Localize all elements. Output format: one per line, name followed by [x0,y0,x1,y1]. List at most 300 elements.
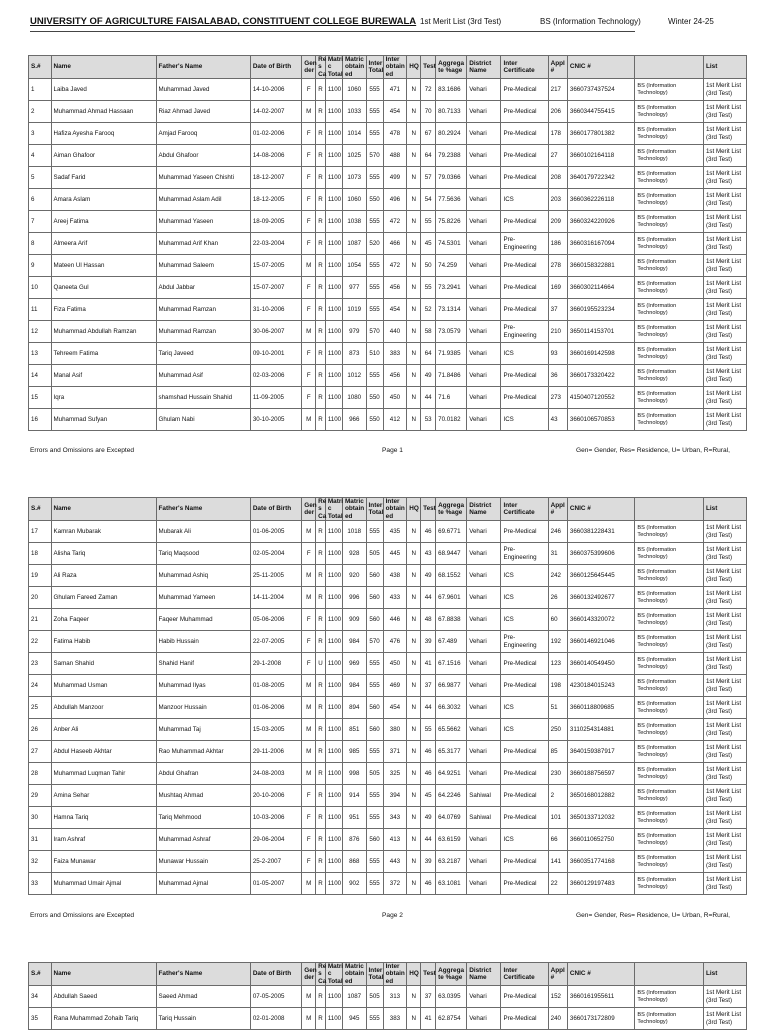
table-cell: BS (Information Technology) [635,299,704,321]
table-cell: 66.3032 [436,697,467,719]
table-cell: 555 [366,277,383,299]
table-cell: 25 [29,697,52,719]
table-cell: 1st Merit List (3rd Test) [703,343,746,365]
table-cell: Vehari [467,763,501,785]
table-cell: R [316,277,326,299]
table-cell: Tariq Hussain [156,1008,250,1030]
table-cell: 65.5662 [436,719,467,741]
table-cell: R [316,986,326,1008]
table-cell: 3660177801382 [567,123,635,145]
table-cell: F [302,543,316,565]
table-cell: Vehari [467,343,501,365]
table-cell: BS (Information Technology) [635,101,704,123]
table-cell: BS (Information Technology) [635,167,704,189]
page-footer [30,912,750,922]
table-cell: R [316,763,326,785]
table-cell: 555 [366,807,383,829]
table-cell: Mateen Ul Hassan [51,255,156,277]
column-header: Gen der [302,498,316,521]
table-cell: Pre-Medical [501,277,548,299]
table-cell: Pre-Engineering [501,631,548,653]
table-cell: 15-07-2005 [250,255,301,277]
table-cell: ICS [501,409,548,431]
table-cell: 1st Merit List (3rd Test) [703,365,746,387]
table-cell: 46 [421,763,436,785]
column-header: Inter Total [366,56,383,79]
table-cell: Riaz Ahmad Javed [156,101,250,123]
column-header: Date of Birth [250,963,301,986]
table-cell: Amina Sehar [51,785,156,807]
table-cell: R [316,697,326,719]
table-cell: 2 [29,101,52,123]
table-cell: 1100 [325,631,342,653]
table-cell: 3660110652750 [567,829,635,851]
table-cell: 1100 [325,587,342,609]
table-cell: 1100 [325,565,342,587]
table-cell: N [407,189,421,211]
column-header: Name [51,56,156,79]
table-cell: 1100 [325,145,342,167]
table-cell: R [316,1008,326,1030]
table-cell: 71.6 [436,387,467,409]
column-header: Test [421,56,436,79]
table-cell: 3660125645445 [567,565,635,587]
table-cell: Vehari [467,189,501,211]
table-cell: F [302,145,316,167]
table-cell: Pre-Engineering [501,233,548,255]
column-header: CNIC # [567,498,635,521]
table-cell: 1100 [325,829,342,851]
table-cell: N [407,123,421,145]
table-cell: 1100 [325,785,342,807]
table-cell: 3660381228431 [567,521,635,543]
table-cell: Tehreem Fatima [51,343,156,365]
table-cell: Tariq Javeed [156,343,250,365]
table-cell: 44 [421,387,436,409]
table-cell: 20-10-2006 [250,785,301,807]
table-cell: 1060 [342,189,366,211]
table-cell: Hafiza Ayesha Farooq [51,123,156,145]
table-cell: 1033 [342,101,366,123]
table-cell: Mushtaq Ahmad [156,785,250,807]
table-cell: Vehari [467,631,501,653]
table-cell: 25-11-2005 [250,565,301,587]
table-cell: M [302,697,316,719]
table-cell: 72 [421,79,436,101]
table-cell: 3660316167094 [567,233,635,255]
table-cell: N [407,299,421,321]
table-cell: F [302,277,316,299]
table-cell: 123 [548,653,567,675]
table-cell: Vehari [467,873,501,895]
table-cell: shamshad Hussain Shahid [156,387,250,409]
table-cell: 560 [366,587,383,609]
column-header: Inter obtain ed [383,56,407,79]
table-cell: Pre-Medical [501,675,548,697]
table-cell: 21 [29,609,52,631]
column-header: Gen der [302,963,316,986]
table-cell: 5 [29,167,52,189]
column-header: Test [421,498,436,521]
table-cell: 66 [548,829,567,851]
table-cell: Pre-Medical [501,387,548,409]
table-cell: R [316,521,326,543]
table-cell: N [407,587,421,609]
table-cell: 1st Merit List (3rd Test) [703,321,746,343]
table-cell: 505 [366,986,383,1008]
table-cell: 1054 [342,255,366,277]
table-cell: M [302,741,316,763]
table-cell: 55 [421,211,436,233]
table-cell: 1100 [325,521,342,543]
table-cell: Muhammad Sufyan [51,409,156,431]
table-cell: 454 [383,101,407,123]
table-cell: R [316,719,326,741]
table-cell: 58 [421,321,436,343]
table-cell: 48 [421,609,436,631]
table-cell: 3650168012882 [567,785,635,807]
table-cell: N [407,763,421,785]
table-cell: BS (Information Technology) [635,653,704,675]
table-cell: Fatima Habib [51,631,156,653]
table-cell: 69.6771 [436,521,467,543]
table-cell: 178 [548,123,567,145]
table-row [29,785,747,807]
table-cell: BS (Information Technology) [635,255,704,277]
table-cell: 15-03-2005 [250,719,301,741]
table-cell: 64 [421,145,436,167]
table-cell: 1st Merit List (3rd Test) [703,719,746,741]
table-cell: 36 [548,365,567,387]
table-cell: 67.9601 [436,587,467,609]
table-cell: 49 [421,565,436,587]
table-cell: Vehari [467,277,501,299]
table-cell: Pre-Medical [501,851,548,873]
table-cell: Muhammad Aslam Adil [156,189,250,211]
table-cell: 30-10-2005 [250,409,301,431]
table-cell: 1st Merit List (3rd Test) [703,101,746,123]
table-cell: Muhammad Luqman Tahir [51,763,156,785]
table-row [29,807,747,829]
column-header: Matric obtain ed [342,56,366,79]
table-cell: 555 [366,365,383,387]
table-cell: N [407,631,421,653]
table-cell: N [407,829,421,851]
table-cell: F [302,851,316,873]
table-cell: 19 [29,565,52,587]
table-cell: N [407,675,421,697]
table-cell: 454 [383,299,407,321]
table-cell: Vehari [467,829,501,851]
table-cell: Ghulam Nabi [156,409,250,431]
column-header: S.# [29,56,52,79]
table-cell: 217 [548,79,567,101]
table-cell: Vehari [467,851,501,873]
table-cell: 64.2246 [436,785,467,807]
table-cell: Vehari [467,233,501,255]
table-cell: 3660173172809 [567,1008,635,1030]
table-row [29,321,747,343]
table-cell: R [316,609,326,631]
column-header: Inter obtain ed [383,498,407,521]
column-header: Name [51,498,156,521]
table-cell: 54 [421,189,436,211]
table-cell: Sadaf Farid [51,167,156,189]
table-cell: 1100 [325,365,342,387]
university-title: UNIVERSITY OF AGRICULTURE FAISALABAD, CONSTITUENT COLLEGE BUREWALA [30,16,417,27]
table-cell: Ghulam Fareed Zaman [51,587,156,609]
table-cell: 499 [383,167,407,189]
table-cell: R [316,145,326,167]
table-cell: 3660351774168 [567,851,635,873]
table-cell: 1100 [325,986,342,1008]
table-cell: 55 [421,719,436,741]
table-cell: Amjad Farooq [156,123,250,145]
table-cell: 44 [421,829,436,851]
table-cell: R [316,873,326,895]
table-cell: 3660140549450 [567,653,635,675]
column-header: Appl # [548,56,567,79]
table-cell: 33 [29,873,52,895]
table-cell: 472 [383,211,407,233]
table-cell: Fiza Fatima [51,299,156,321]
column-header: Inter Certificate [501,498,548,521]
column-header: Father's Name [156,56,250,79]
table-cell: 851 [342,719,366,741]
table-cell: Aiman Ghafoor [51,145,156,167]
table-cell: 3660344755415 [567,101,635,123]
table-cell: 83.1686 [436,79,467,101]
table-cell: 64 [421,343,436,365]
table-cell: 3660375399606 [567,543,635,565]
table-cell: 02-05-2004 [250,543,301,565]
table-cell: Muhammad Asif [156,365,250,387]
table-cell: 57 [421,167,436,189]
table-cell: 29-1-2008 [250,653,301,675]
table-cell: 3650133712032 [567,807,635,829]
table-cell: R [316,321,326,343]
table-cell: 1100 [325,675,342,697]
column-header: District Name [467,963,501,986]
table-cell: 93 [548,343,567,365]
table-cell: 22 [548,873,567,895]
column-header: Aggrega te %age [436,498,467,521]
table-cell: Vehari [467,986,501,1008]
table-cell: BS (Information Technology) [635,543,704,565]
table-cell: R [316,233,326,255]
table-cell: Pre-Medical [501,986,548,1008]
table-cell: N [407,785,421,807]
table-cell: 101 [548,807,567,829]
column-header: Matri c Total [325,56,342,79]
table-cell: 1st Merit List (3rd Test) [703,829,746,851]
table-cell: Pre-Medical [501,785,548,807]
table-cell: N [407,145,421,167]
table-cell: N [407,741,421,763]
table-cell: 49 [421,807,436,829]
table-row [29,189,747,211]
table-cell: BS (Information Technology) [635,807,704,829]
table-cell: 01-08-2005 [250,675,301,697]
table-cell: 998 [342,763,366,785]
table-cell: 445 [383,543,407,565]
column-header [635,56,704,79]
table-cell: Pre-Engineering [501,543,548,565]
table-cell: M [302,986,316,1008]
table-cell: 8 [29,233,52,255]
table-row [29,211,747,233]
table-cell: 37 [421,986,436,1008]
column-header: Inter Total [366,498,383,521]
table-cell: 1100 [325,741,342,763]
table-cell: R [316,587,326,609]
table-cell: 3640179722342 [567,167,635,189]
table-cell: 466 [383,233,407,255]
table-cell: BS (Information Technology) [635,741,704,763]
table-cell: N [407,521,421,543]
table-header-row [29,963,747,986]
column-header: Date of Birth [250,56,301,79]
column-header: Aggrega te %age [436,56,467,79]
table-cell: 1100 [325,101,342,123]
table-cell: 1100 [325,387,342,409]
table-cell: 1st Merit List (3rd Test) [703,387,746,409]
table-cell: Pre-Medical [501,365,548,387]
table-cell: 18-12-2005 [250,189,301,211]
table-cell: N [407,79,421,101]
table-cell: Alisha Tariq [51,543,156,565]
column-header: Re s Ca [316,56,326,79]
header-rule [30,31,635,32]
table-cell: 152 [548,986,567,1008]
table-cell: Zoha Faqeer [51,609,156,631]
table-cell: Vehari [467,79,501,101]
table-cell: Qaneeta Gul [51,277,156,299]
table-cell: F [302,189,316,211]
table-cell: Areej Fatima [51,211,156,233]
table-cell: Muhammad Abdullah Ramzan [51,321,156,343]
table-cell: Muhammad Ilyas [156,675,250,697]
table-cell: 41 [421,1008,436,1030]
table-cell: 550 [366,189,383,211]
table-cell: 65.3177 [436,741,467,763]
table-cell: 510 [366,343,383,365]
table-cell: 240 [548,1008,567,1030]
table-cell: 438 [383,565,407,587]
column-header: List [703,498,746,521]
table-cell: 1st Merit List (3rd Test) [703,167,746,189]
table-cell: 63.0395 [436,986,467,1008]
table-cell: 209 [548,211,567,233]
legend-note: Gen= Gender, Res= Residence, U= Urban, R=Rural, [576,912,730,919]
table-cell: M [302,101,316,123]
table-cell: 45 [421,233,436,255]
column-header: Matric obtain ed [342,963,366,986]
table-cell: 31 [548,543,567,565]
table-cell: 206 [548,101,567,123]
table-cell: 873 [342,343,366,365]
column-header: CNIC # [567,56,635,79]
table-cell: BS (Information Technology) [635,521,704,543]
table-cell: 1100 [325,211,342,233]
table-cell: 1100 [325,233,342,255]
table-row [29,1008,747,1030]
table-cell: 203 [548,189,567,211]
table-cell: Pre-Medical [501,79,548,101]
column-header: Date of Birth [250,498,301,521]
table-cell: BS (Information Technology) [635,409,704,431]
table-cell: 3650114153701 [567,321,635,343]
table-cell: 555 [366,653,383,675]
table-cell: 64.9251 [436,763,467,785]
table-cell: 469 [383,675,407,697]
table-cell: Vehari [467,675,501,697]
table-cell: 1018 [342,521,366,543]
table-cell: 1100 [325,167,342,189]
table-cell: 472 [383,255,407,277]
errors-note: Errors and Omissions are Excepted [30,912,135,919]
table-cell: 68.9447 [436,543,467,565]
table-cell: 05-06-2006 [250,609,301,631]
table-cell: 10 [29,277,52,299]
table-cell: F [302,343,316,365]
table-row [29,343,747,365]
table-cell: R [316,387,326,409]
table-cell: 505 [366,543,383,565]
table-row [29,543,747,565]
table-cell: 966 [342,409,366,431]
table-cell: 29 [29,785,52,807]
column-header: Appl # [548,498,567,521]
column-header: HQ [407,56,421,79]
table-cell: R [316,565,326,587]
table-cell: Tariq Maqsood [156,543,250,565]
table-cell: Faiza Munawar [51,851,156,873]
table-cell: N [407,565,421,587]
table-cell: Pre-Medical [501,741,548,763]
table-cell: 1060 [342,79,366,101]
table-row [29,829,747,851]
table-cell: N [407,277,421,299]
table-cell: 73.2941 [436,277,467,299]
table-cell: 3660195523234 [567,299,635,321]
table-cell: 77.5636 [436,189,467,211]
table-cell: 18-09-2005 [250,211,301,233]
table-cell: 80.2924 [436,123,467,145]
table-cell: 984 [342,675,366,697]
table-cell: M [302,255,316,277]
table-cell: 198 [548,675,567,697]
table-cell: 555 [366,101,383,123]
table-cell: Vehari [467,719,501,741]
table-cell: 496 [383,189,407,211]
table-cell: BS (Information Technology) [635,321,704,343]
table-cell: 1019 [342,299,366,321]
column-header: Test [421,963,436,986]
table-cell: Pre-Medical [501,763,548,785]
table-cell: Muhammad Yaseen [156,211,250,233]
table-cell: N [407,167,421,189]
table-cell: 570 [366,631,383,653]
table-cell: 14-11-2004 [250,587,301,609]
table-row [29,873,747,895]
table-cell: M [302,521,316,543]
column-header: Inter Total [366,963,383,986]
table-cell: 26 [29,719,52,741]
table-cell: F [302,211,316,233]
table-row [29,697,747,719]
table-cell: 1087 [342,986,366,1008]
